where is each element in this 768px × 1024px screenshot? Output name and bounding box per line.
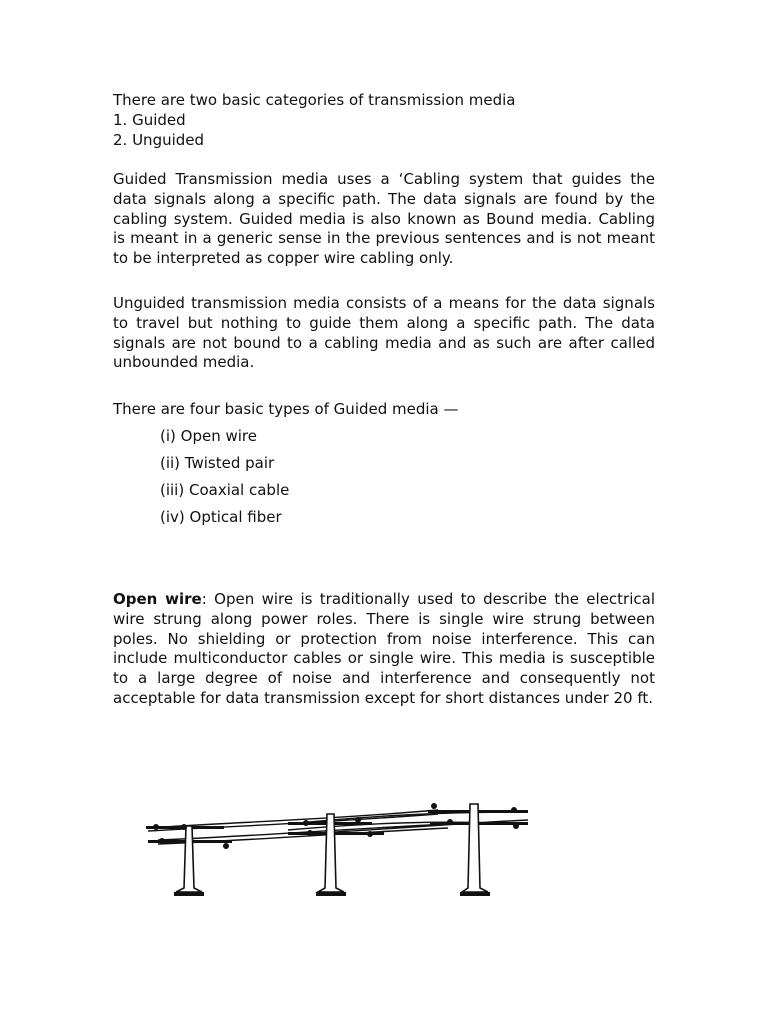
open-wire-poles-figure xyxy=(118,790,538,902)
paragraph-open-wire xyxy=(113,590,655,709)
list-item-unguided: 2. Unguided xyxy=(113,131,205,149)
type-item-coaxial-cable: (iii) Coaxial cable xyxy=(160,481,290,499)
list-item-guided: 1. Guided xyxy=(113,111,186,129)
intro-heading: There are two basic categories of transmission media xyxy=(113,91,516,109)
type-item-optical-fiber: (iv) Optical fiber xyxy=(160,508,282,526)
open-wire-body: : Open wire is traditionally used to describe the electrical wire strung along power roles. There is single wire strung between poles. No shielding or protection from noise interference. This can include multiconductor cables or single wire. This media is susceptible to a large degree of noise and interference and consequently not acceptable for data transmission except for short distances under 20 ft. xyxy=(113,590,655,707)
paragraph-guided: Guided Transmission media uses a ‘Cabling system that guides the data signals along a specific path. The data signals are found by the cabling system. Guided media is also known as Bound media. Cabling is meant in a generic sense in the previous sentences and is not meant to be interpreted as copper wire cabling only. xyxy=(113,170,655,268)
type-item-open-wire: (i) Open wire xyxy=(160,427,257,445)
pole-3 xyxy=(428,803,528,896)
paragraph-unguided: Unguided transmission media consists of a means for the data signals to travel but nothing to guide them along a specific path. The data signals are not bound to a cabling media and as such are after called unbounded media. xyxy=(113,294,655,372)
type-item-twisted-pair: (ii) Twisted pair xyxy=(160,454,275,472)
pole-1 xyxy=(146,824,232,896)
open-wire-term: Open wire xyxy=(113,590,202,608)
types-heading: There are four basic types of Guided media — xyxy=(113,400,459,418)
